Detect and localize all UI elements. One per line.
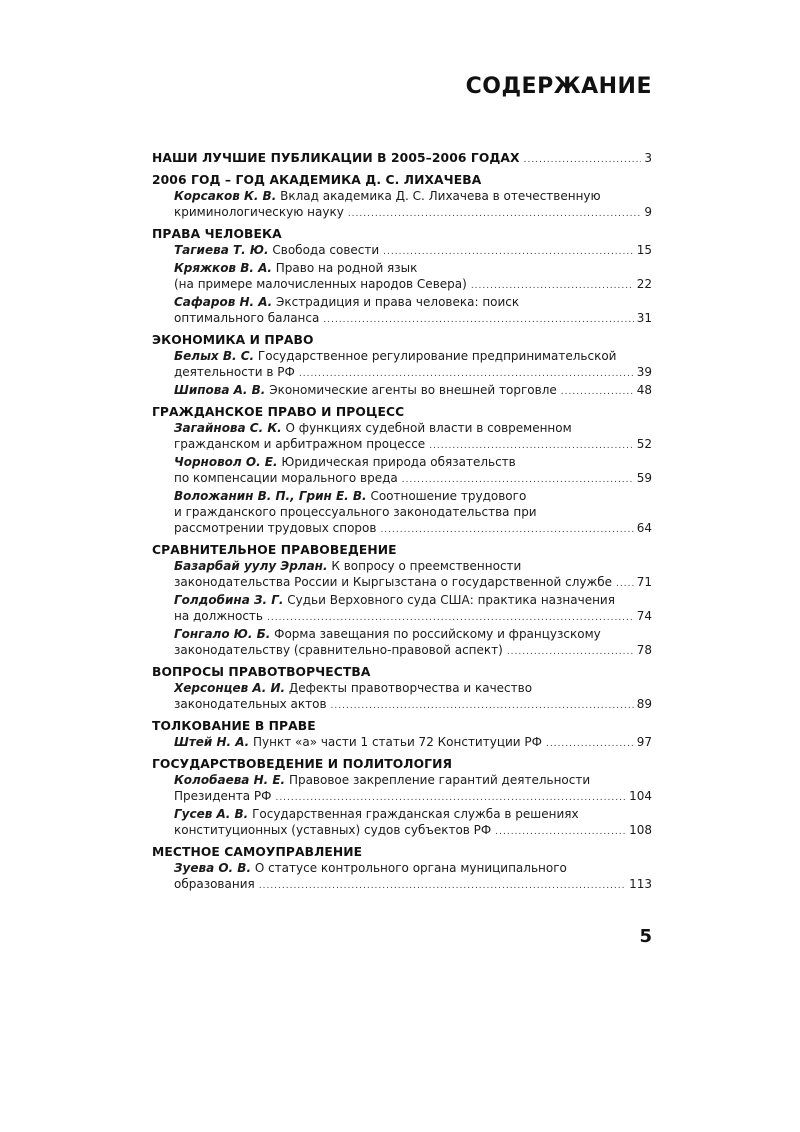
entry-line bbox=[174, 382, 652, 400]
entry-title-line: образования bbox=[174, 877, 255, 891]
entry-title-line: законодательных актов bbox=[174, 697, 327, 711]
dot-leader bbox=[275, 790, 626, 806]
toc-entry bbox=[152, 420, 652, 454]
entry-title-line: Экономические агенты во внешней торговле bbox=[269, 383, 557, 397]
entry-title-line: Юридическая природа обязательств bbox=[281, 455, 516, 469]
page-ref: 22 bbox=[636, 277, 652, 291]
toc-entry bbox=[152, 294, 652, 328]
toc-entry bbox=[152, 860, 652, 894]
entry-line bbox=[174, 242, 652, 260]
toc-section bbox=[152, 226, 652, 328]
toc-entry bbox=[152, 260, 652, 294]
dot-leader bbox=[267, 610, 634, 626]
dot-leader bbox=[524, 152, 642, 168]
entry-title-line: Дефекты правотворчества и качество bbox=[288, 681, 533, 695]
entry-author: Зуева О. В. bbox=[174, 861, 251, 875]
entry-author: Базарбай уулу Эрлан. bbox=[174, 559, 328, 573]
toc-entry bbox=[152, 626, 652, 660]
toc-entry bbox=[152, 382, 652, 400]
entry-author: Кряжков В. А. bbox=[174, 261, 272, 275]
entry-title-line: Вклад академика Д. С. Лихачева в отечественную bbox=[280, 189, 601, 203]
dot-leader bbox=[429, 438, 634, 454]
toc-section bbox=[152, 150, 652, 168]
page-ref: 74 bbox=[636, 609, 652, 623]
page-ref: 78 bbox=[636, 643, 652, 657]
page-ref: 52 bbox=[636, 437, 652, 451]
page-ref: 113 bbox=[629, 877, 652, 891]
toc-entry bbox=[152, 558, 652, 592]
entry-line bbox=[174, 504, 652, 520]
entry-title-line: Государственное регулирование предпринимательской bbox=[257, 349, 617, 363]
entry-line bbox=[174, 558, 652, 574]
toc-section bbox=[152, 332, 652, 400]
entry-title-line: Право на родной язык bbox=[275, 261, 418, 275]
dot-leader bbox=[561, 384, 634, 400]
entry-title-line: (на примере малочисленных народов Севера) bbox=[174, 277, 467, 291]
entry-text-wrap bbox=[174, 876, 255, 892]
entry-text-wrap bbox=[174, 310, 319, 326]
entry-text-wrap bbox=[174, 822, 491, 838]
entry-title-line: О функциях судебной власти в современном bbox=[285, 421, 572, 435]
entry-author: Гусев А. В. bbox=[174, 807, 249, 821]
toc-section bbox=[152, 172, 652, 222]
page-ref: 59 bbox=[636, 471, 652, 485]
toc-section bbox=[152, 542, 652, 660]
entry-title-line: Форма завещания по российскому и французскому bbox=[274, 627, 601, 641]
page-ref: 3 bbox=[644, 151, 652, 165]
entry-text-wrap bbox=[174, 364, 295, 380]
entry-text-wrap bbox=[174, 204, 344, 220]
page-ref: 15 bbox=[636, 243, 652, 257]
dot-leader bbox=[402, 472, 634, 488]
entry-author: Шипова А. В. bbox=[174, 383, 266, 397]
dot-leader bbox=[323, 312, 633, 328]
page-title: СОДЕРЖАНИЕ bbox=[465, 74, 652, 99]
page-ref: 31 bbox=[636, 311, 652, 325]
entry-line bbox=[174, 348, 652, 364]
entry-line bbox=[174, 860, 652, 876]
entry-title-line: на должность bbox=[174, 609, 263, 623]
entry-line bbox=[174, 642, 652, 660]
entry-text-wrap bbox=[174, 696, 327, 712]
entry-text-wrap bbox=[174, 734, 542, 750]
toc-entry bbox=[152, 348, 652, 382]
toc-entry bbox=[152, 734, 652, 752]
page-ref: 104 bbox=[629, 789, 652, 803]
page-ref: 89 bbox=[636, 697, 652, 711]
entry-title-line: К вопросу о преемственности bbox=[331, 559, 522, 573]
section-title: ВОПРОСЫ ПРАВОТВОРЧЕСТВА bbox=[152, 665, 371, 679]
entry-title-line: оптимального баланса bbox=[174, 311, 320, 325]
dot-leader bbox=[299, 366, 634, 382]
entry-line bbox=[174, 574, 652, 592]
entry-line bbox=[174, 806, 652, 822]
entry-line bbox=[174, 204, 652, 222]
page-ref: 71 bbox=[636, 575, 652, 589]
dot-leader bbox=[471, 278, 634, 294]
toc-entry bbox=[152, 188, 652, 222]
entry-title-line: Президента РФ bbox=[174, 789, 272, 803]
dot-leader bbox=[348, 206, 642, 222]
toc-entry bbox=[152, 592, 652, 626]
toc-entry bbox=[152, 772, 652, 806]
toc-entry bbox=[152, 454, 652, 488]
entry-line bbox=[174, 696, 652, 714]
toc-section bbox=[152, 718, 652, 752]
entry-text-wrap bbox=[174, 470, 398, 486]
entry-title-line: О статусе контрольного органа муниципального bbox=[254, 861, 567, 875]
page-ref: 9 bbox=[644, 205, 652, 219]
page-ref: 39 bbox=[636, 365, 652, 379]
entry-line bbox=[174, 626, 652, 642]
entry-text-wrap bbox=[174, 520, 376, 536]
entry-line bbox=[174, 592, 652, 608]
entry-line bbox=[174, 188, 652, 204]
section-title: СРАВНИТЕЛЬНОЕ ПРАВОВЕДЕНИЕ bbox=[152, 543, 397, 557]
entry-line bbox=[174, 822, 652, 840]
toc-entry bbox=[152, 680, 652, 714]
dot-leader bbox=[546, 736, 634, 752]
section-title: ПРАВА ЧЕЛОВЕКА bbox=[152, 227, 282, 241]
dot-leader bbox=[380, 522, 633, 538]
entry-title-line: по компенсации морального вреда bbox=[174, 471, 398, 485]
entry-line bbox=[174, 294, 652, 310]
entry-author: Корсаков К. В. bbox=[174, 189, 277, 203]
dot-leader bbox=[507, 644, 634, 660]
entry-title-line: Соотношение трудового bbox=[370, 489, 527, 503]
entry-text-wrap bbox=[174, 382, 557, 398]
entry-title-line: деятельности в РФ bbox=[174, 365, 295, 379]
entry-text-wrap bbox=[174, 608, 263, 624]
entry-title-line: Пункт «а» части 1 статьи 72 Конституции РФ bbox=[252, 735, 542, 749]
section-title: МЕСТНОЕ САМОУПРАВЛЕНИЕ bbox=[152, 845, 363, 859]
entry-text-wrap bbox=[174, 574, 612, 590]
entry-author: Гонгало Ю. Б. bbox=[174, 627, 271, 641]
toc-entry bbox=[152, 806, 652, 840]
section-title: НАШИ ЛУЧШИЕ ПУБЛИКАЦИИ В 2005–2006 ГОДАХ bbox=[152, 151, 520, 165]
entry-author: Колобаева Н. Е. bbox=[174, 773, 286, 787]
entry-line bbox=[174, 260, 652, 276]
entry-title-line: законодательству (сравнительно-правовой аспект) bbox=[174, 643, 503, 657]
entry-line bbox=[174, 520, 652, 538]
entry-text-wrap bbox=[174, 788, 271, 804]
entry-title-line: гражданском и арбитражном процессе bbox=[174, 437, 426, 451]
dot-leader bbox=[331, 698, 634, 714]
section-title: ЭКОНОМИКА И ПРАВО bbox=[152, 333, 314, 347]
entry-author: Голдобина З. Г. bbox=[174, 593, 284, 607]
toc-section bbox=[152, 756, 652, 840]
entry-title-line: Экстрадиция и права человека: поиск bbox=[275, 295, 520, 309]
entry-line bbox=[174, 454, 652, 470]
entry-line bbox=[174, 364, 652, 382]
entry-line bbox=[174, 420, 652, 436]
entry-author: Тагиева Т. Ю. bbox=[174, 243, 269, 257]
entry-title-line: Государственная гражданская служба в решениях bbox=[252, 807, 579, 821]
entry-line bbox=[174, 470, 652, 488]
entry-author: Загайнова С. К. bbox=[174, 421, 282, 435]
page-ref: 108 bbox=[629, 823, 652, 837]
entry-text-wrap bbox=[174, 642, 503, 658]
entry-author: Штей Н. А. bbox=[174, 735, 250, 749]
section-title: 2006 ГОД – ГОД АКАДЕМИКА Д. С. ЛИХАЧЕВА bbox=[152, 173, 482, 187]
entry-author: Воложанин В. П., Грин Е. В. bbox=[174, 489, 367, 503]
dot-leader bbox=[616, 576, 634, 592]
entry-line bbox=[174, 680, 652, 696]
page-number: 5 bbox=[639, 926, 652, 947]
entry-title-line: Судьи Верховного суда США: практика назначения bbox=[287, 593, 615, 607]
entry-line bbox=[174, 876, 652, 894]
entry-text-wrap bbox=[174, 276, 467, 292]
page-ref: 48 bbox=[636, 383, 652, 397]
entry-author: Херсонцев А. И. bbox=[174, 681, 286, 695]
dot-leader bbox=[259, 878, 626, 894]
entry-line bbox=[174, 734, 652, 752]
section-title: ГРАЖДАНСКОЕ ПРАВО И ПРОЦЕСС bbox=[152, 405, 405, 419]
entry-line bbox=[174, 310, 652, 328]
toc-section bbox=[152, 664, 652, 714]
entry-title-line: рассмотрении трудовых споров bbox=[174, 521, 377, 535]
page-ref: 97 bbox=[636, 735, 652, 749]
entry-title-line: криминологическую науку bbox=[174, 205, 344, 219]
entry-line bbox=[174, 788, 652, 806]
toc-entry bbox=[152, 488, 652, 538]
section-title: ТОЛКОВАНИЕ В ПРАВЕ bbox=[152, 719, 316, 733]
toc-entry bbox=[152, 242, 652, 260]
entry-line bbox=[174, 772, 652, 788]
entry-author: Чорновол О. Е. bbox=[174, 455, 278, 469]
dot-leader bbox=[495, 824, 626, 840]
entry-author: Белых В. С. bbox=[174, 349, 255, 363]
entry-title-line: и гражданского процессуального законодательства при bbox=[174, 505, 537, 519]
table-of-contents bbox=[152, 150, 652, 894]
entry-line bbox=[174, 276, 652, 294]
dot-leader bbox=[383, 244, 634, 260]
page-ref: 64 bbox=[636, 521, 652, 535]
entry-title-line: законодательства России и Кыргызстана о государственной службе bbox=[174, 575, 613, 589]
entry-text-wrap bbox=[174, 242, 379, 258]
section-title: ГОСУДАРСТВОВЕДЕНИЕ И ПОЛИТОЛОГИЯ bbox=[152, 757, 453, 771]
entry-line bbox=[174, 436, 652, 454]
toc-section bbox=[152, 404, 652, 538]
entry-line bbox=[174, 608, 652, 626]
entry-author: Сафаров Н. А. bbox=[174, 295, 273, 309]
entry-line bbox=[174, 488, 652, 504]
entry-title-line: конституционных (уставных) судов субъектов РФ bbox=[174, 823, 492, 837]
toc-section bbox=[152, 844, 652, 894]
entry-title-line: Свобода совести bbox=[272, 243, 380, 257]
entry-title-line: Правовое закрепление гарантий деятельности bbox=[288, 773, 591, 787]
entry-text-wrap bbox=[174, 436, 425, 452]
toc-section-row bbox=[152, 150, 652, 168]
